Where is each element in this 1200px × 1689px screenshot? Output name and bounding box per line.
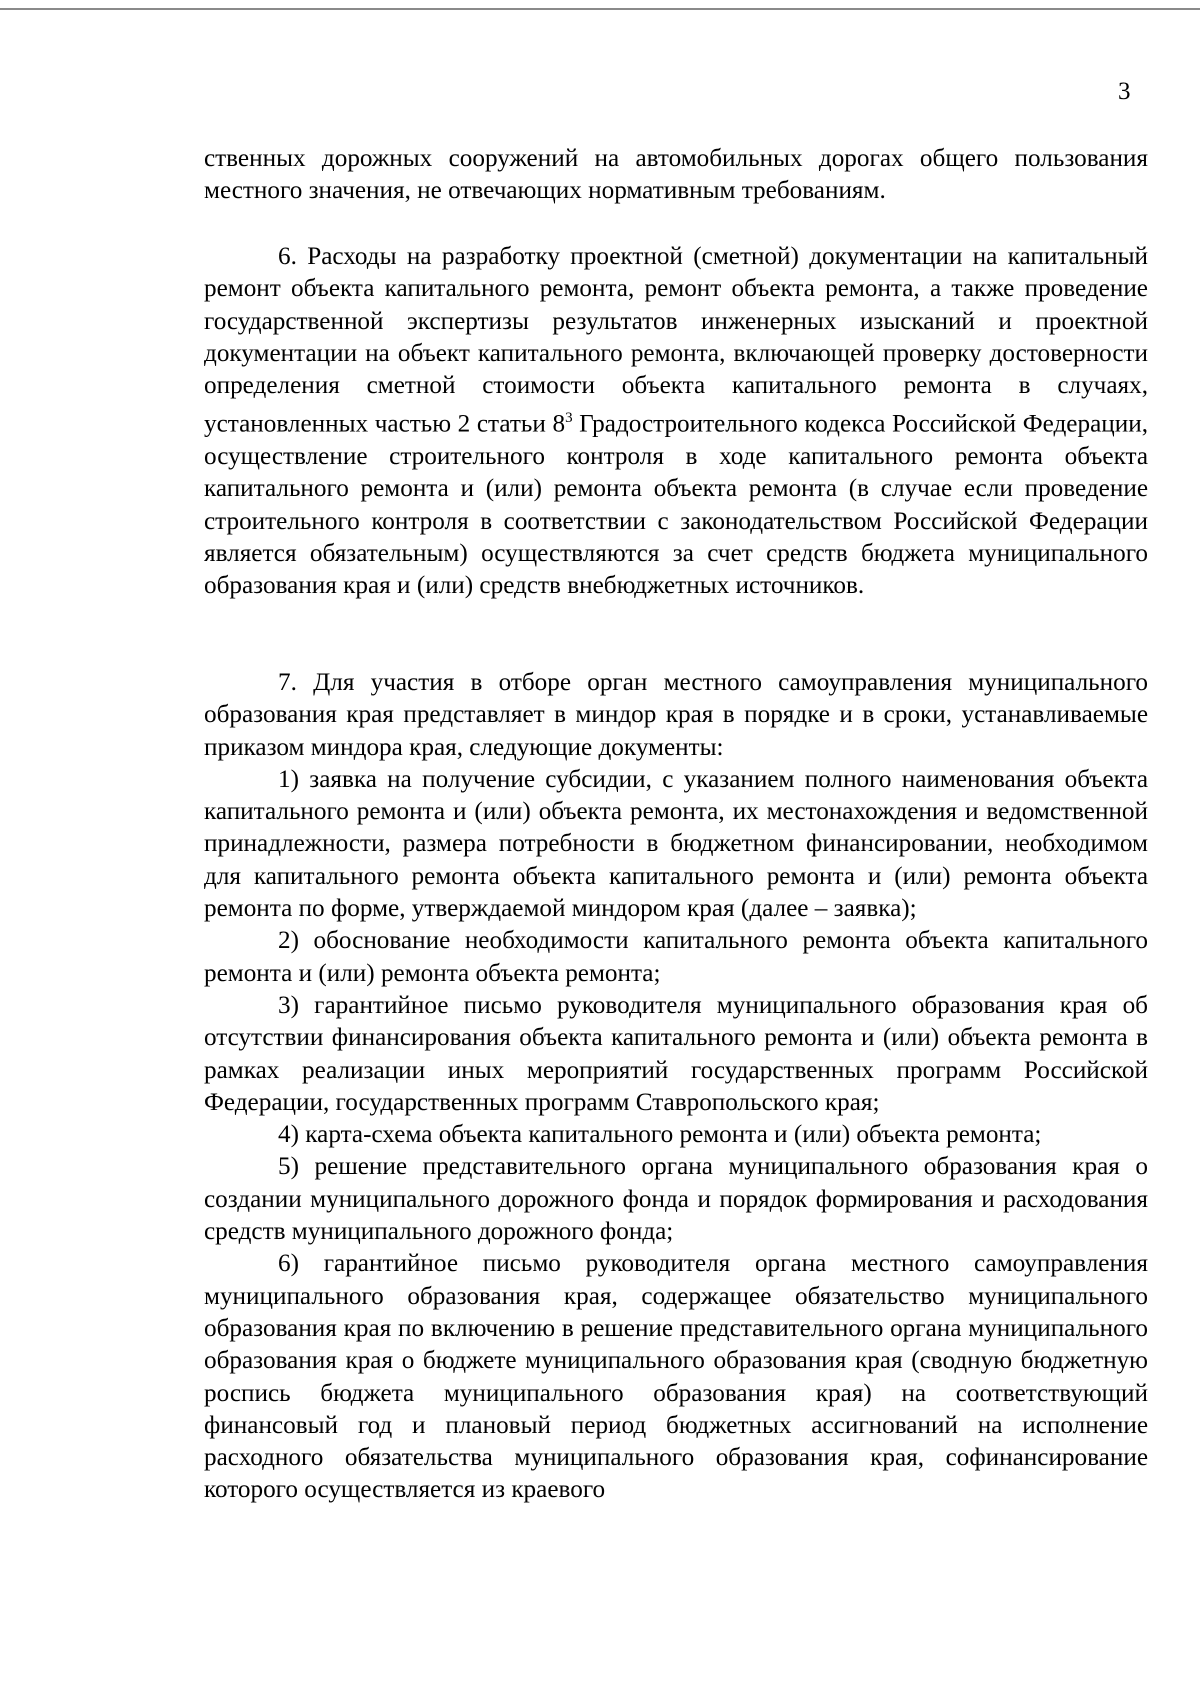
list-item-5: 5) решение представительного органа муниципального образования края о создании муниципального дорожного фонда и порядок формирования и расходования средств муниципального дорожного фонда; — [204, 1153, 1148, 1246]
list-item-1: 1) заявка на получение субсидии, с указанием полного наименования объекта капитального ремонта и (или) объекта ремонта, их местонахождения и ведомственной принадлежности, размера потребности в бюджетном финансировании, необходимом для капитального ремонта объекта капитального ремонта и (или) ремонта объекта ремонта по форме, утверждаемой миндором края (далее – заявка); — [204, 765, 1148, 923]
list-item-3: 3) гарантийное письмо руководителя муниципального образования края об отсутствии финансирования объекта капитального ремонта и (или) объекта ремонта в рамках реализации иных мероприятий государственных программ Российской Федерации, государственных программ Ставропольского края; — [204, 991, 1148, 1116]
paragraph-6 — [204, 241, 1148, 603]
list-item-2: 2) обоснование необходимости капитального ремонта объекта капитального ремонта и (или) ремонта объекта ремонта; — [204, 927, 1148, 987]
scan-edge-line — [0, 8, 1200, 10]
continuation-block — [204, 143, 1148, 208]
list-item-4: 4) карта-схема объекта капитального ремонта и (или) объекта ремонта; — [278, 1121, 1042, 1149]
paragraph-7-block — [204, 667, 1148, 1507]
page-number: 3 — [1118, 78, 1131, 105]
paragraph-continuation: ственных дорожных сооружений на автомобильных дорогах общего пользования местного значения, не отвечающих нормативным требованиям. — [204, 145, 1148, 205]
paragraph-6-block — [204, 241, 1148, 603]
paragraph-7: 7. Для участия в отборе орган местного самоуправления муниципального образования края представляет в миндор края в порядке и в сроки, устанавливаемые приказом миндора края, следующие документы: — [204, 669, 1148, 761]
paragraph-6-text: 6. Расходы на разработку проектной (сметной) документации на капитальный ремонт объекта капитального ремонта, ремонт объекта ремонта, а также проведение государственной экспертизы результатов инженерных изысканий и проектной документации на объект капитального ремонта, включающей проверку достоверности определения сметной стоимости объекта капитального ремонта в случаях, установленных частью 2 статьи 8 — [204, 243, 1148, 438]
paragraph-6-superscript: 3 — [565, 410, 573, 427]
list-item-6: 6) гарантийное письмо руководителя органа местного самоуправления муниципального образования края, содержащее обязательство муниципального образования края по включению в решение представительного органа муниципального образования края о бюджете муниципального образования края (сводную бюджетную роспись бюджета муниципального образования края) на соответствующий финансовый год и плановый период бюджетных ассигнований на исполнение расходного обязательства муниципального образования края, софинансирование которого осуществляется из краевого — [204, 1250, 1148, 1504]
paragraph-6-text-rest: Градостроительного кодекса Российской Федерации, осуществление строительного контроля в ходе капитального ремонта объекта капитального ремонта и (или) ремонта объекта ремонта (в случае если проведение строительного контроля в соответствии с законодательством Российской Федерации является обязательным) осуществляются за счет средств бюджета муниципального образования края и (или) средств внебюджетных источников. — [204, 410, 1148, 600]
